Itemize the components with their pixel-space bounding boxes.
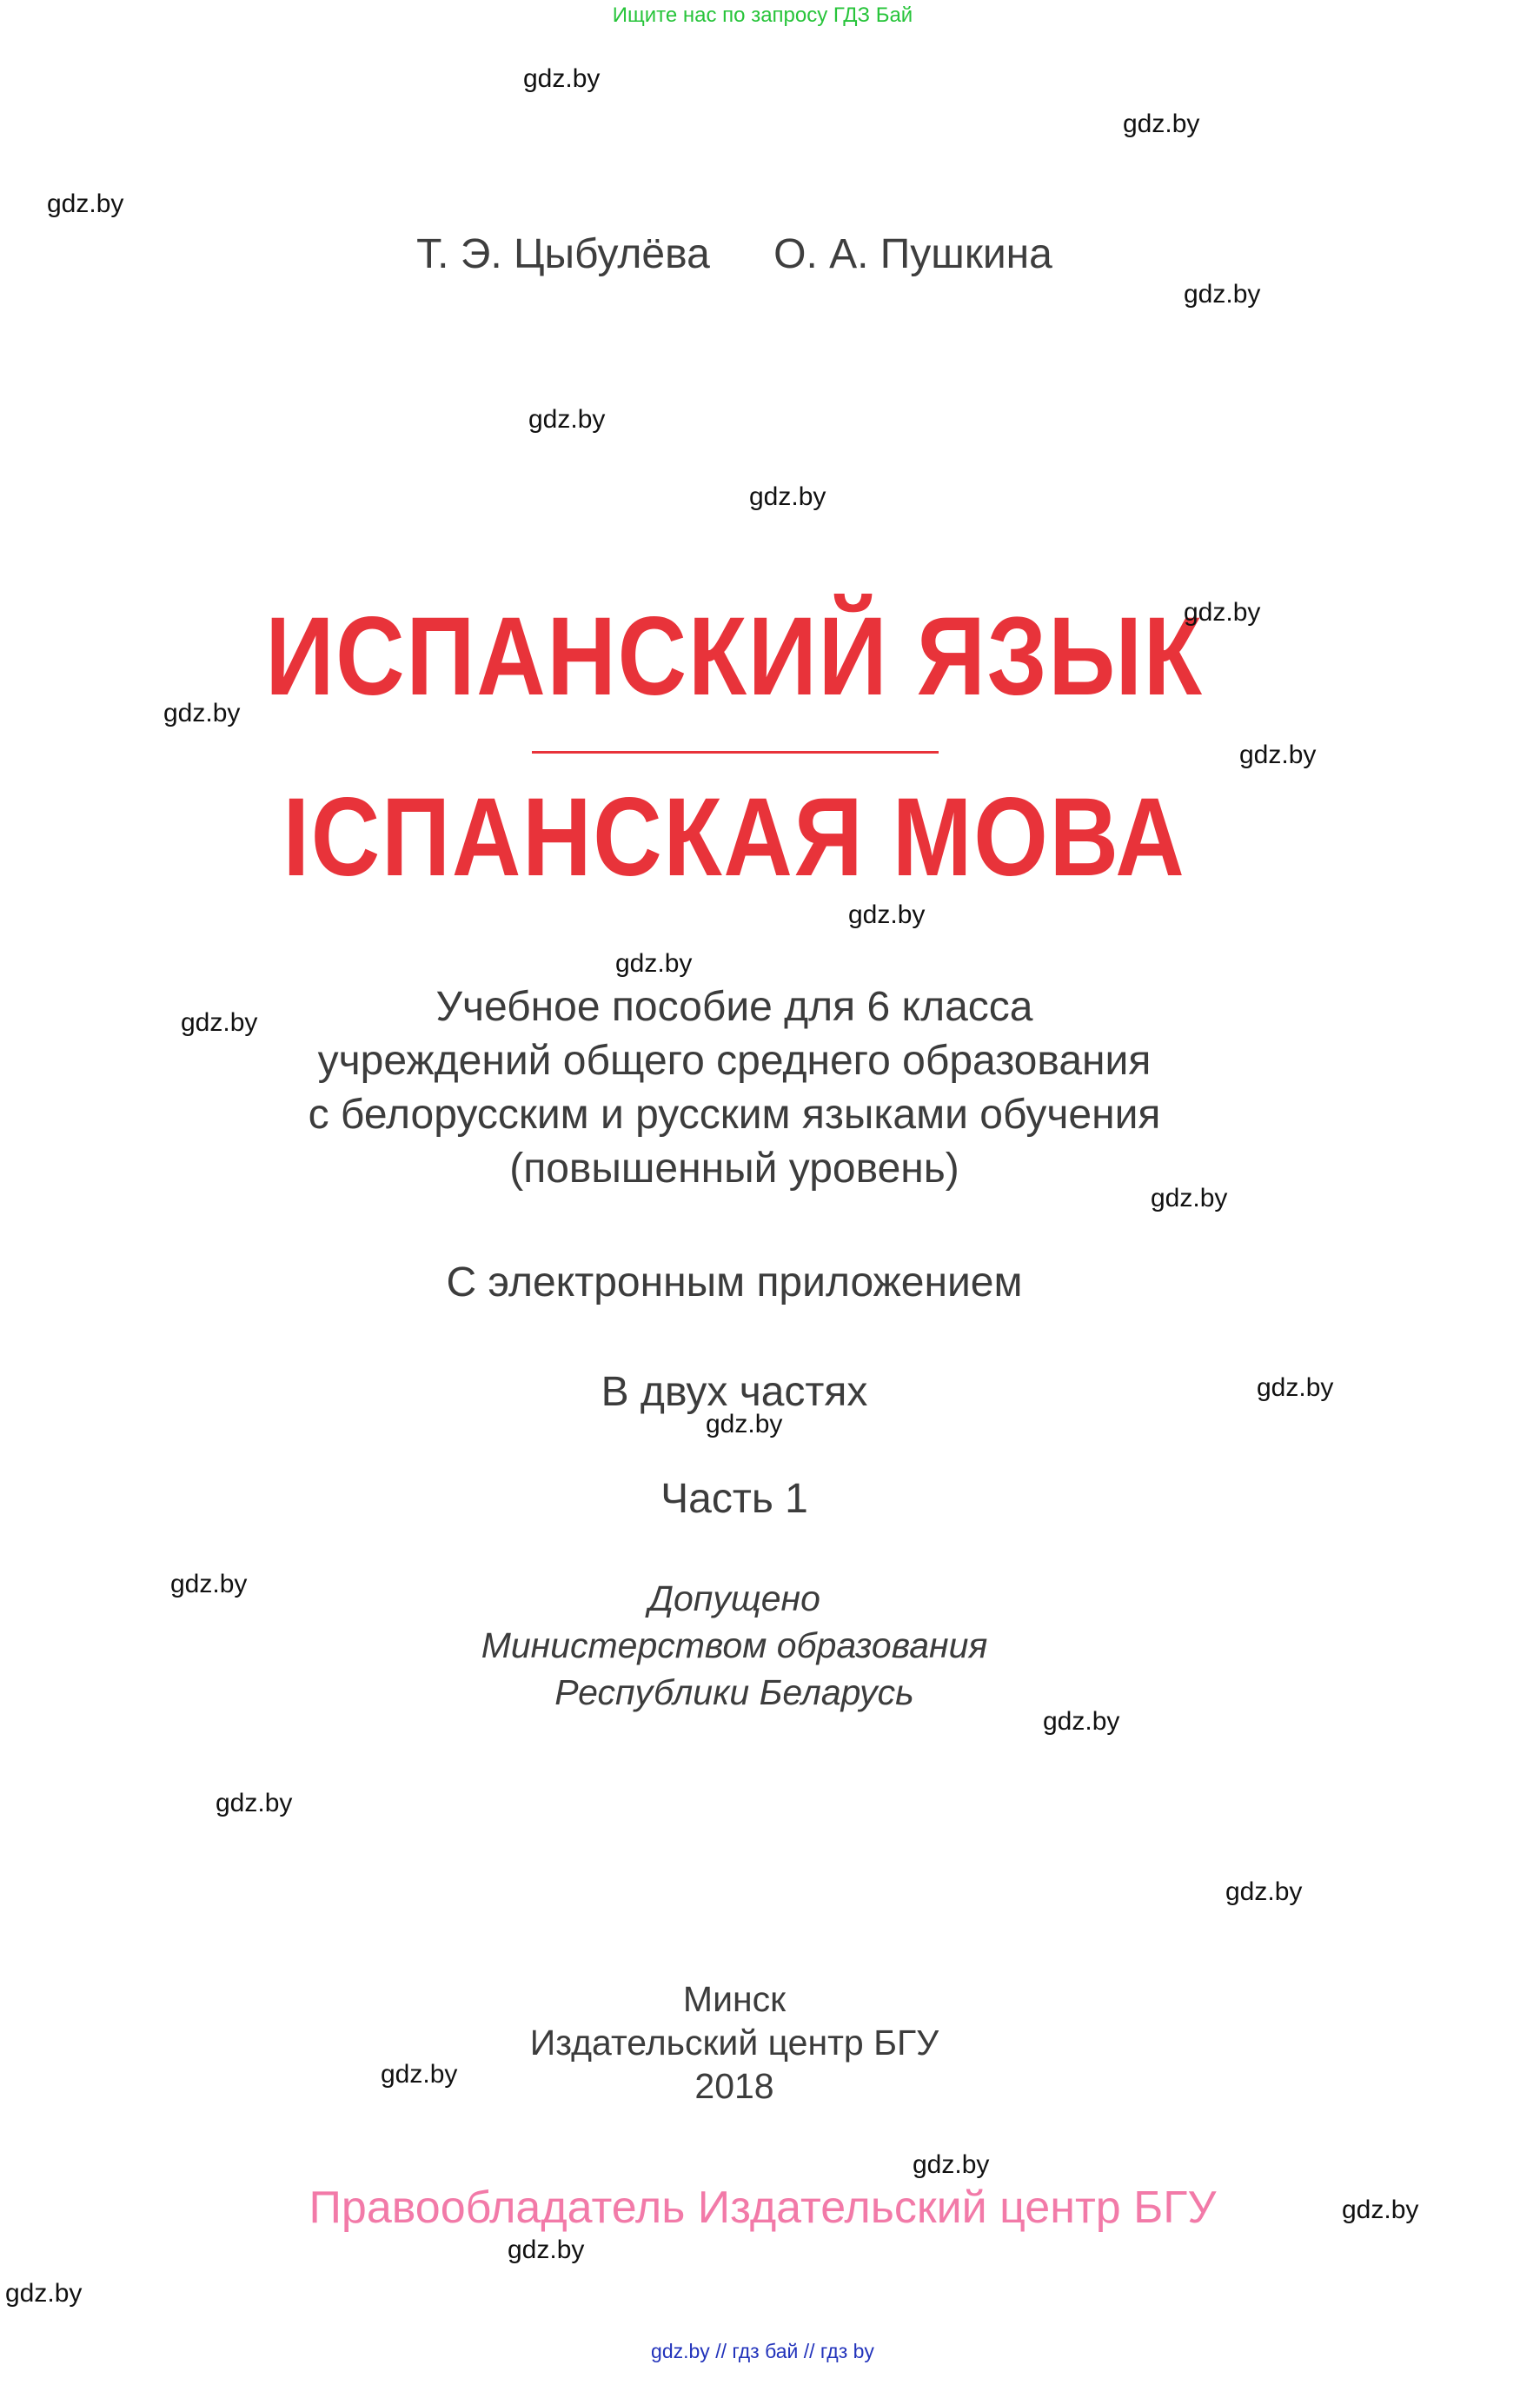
watermark: gdz.by [615,949,693,978]
subtitle-line: с белорусским и русским языками обучения [308,1092,1161,1138]
publication-city: Минск [682,1979,787,2019]
watermark: gdz.by [1257,1373,1334,1402]
watermark: gdz.by [1123,110,1200,138]
subtitle-line: учреждений общего среднего образования [317,1038,1152,1084]
watermark: gdz.by [1225,1877,1303,1906]
watermark: gdz.by [749,482,826,511]
watermark: gdz.by [1239,741,1317,769]
authors [0,230,1469,278]
watermark: gdz.by [1043,1707,1120,1736]
title-divider [532,751,939,754]
watermark: gdz.by [1184,598,1261,627]
subtitle-line: Учебное пособие для 6 класса [435,984,1033,1030]
title-belarusian: ІСПАНСКАЯ МОВА [282,775,1186,900]
search-hint-note: Ищите нас по запросу ГДЗ Бай [612,3,913,27]
watermark: gdz.by [47,189,124,218]
title-russian: ИСПАНСКИЙ ЯЗЫК [265,595,1204,719]
parts-total: В двух частях [601,1369,868,1415]
subtitle-line: (повышенный уровень) [509,1146,959,1192]
watermark: gdz.by [848,900,926,929]
electronic-supplement: С электронным приложением [446,1259,1023,1305]
author-1: Т. Э. Цыбулёва [416,231,710,277]
watermark: gdz.by [216,1789,293,1817]
publication-year: 2018 [694,2066,774,2106]
watermark: gdz.by [528,405,606,434]
watermark: gdz.by [1151,1184,1228,1212]
watermark: gdz.by [381,2060,458,2089]
watermark: gdz.by [508,2236,585,2264]
approval-line: Министерством образования [481,1625,988,1665]
footer-links[interactable]: gdz.by // гдз бай // гдз by [651,2340,874,2362]
watermark: gdz.by [913,2150,990,2179]
rights-holder: Правообладатель Издательский центр БГУ [309,2182,1217,2233]
author-2: О. А. Пушкина [773,231,1052,277]
approval-line: Допущено [648,1578,820,1618]
watermark: gdz.by [163,699,241,727]
approval-line: Республики Беларусь [554,1672,914,1712]
watermark: gdz.by [181,1008,258,1037]
part-number: Часть 1 [660,1476,808,1522]
watermark: gdz.by [706,1410,783,1438]
watermark: gdz.by [170,1570,248,1598]
watermark: gdz.by [1184,280,1261,309]
watermark: gdz.by [1342,2196,1419,2224]
publisher: Издательский центр БГУ [529,2023,939,2063]
publication-info [0,1977,1469,2108]
watermark: gdz.by [523,64,601,93]
watermark: gdz.by [5,2279,83,2308]
